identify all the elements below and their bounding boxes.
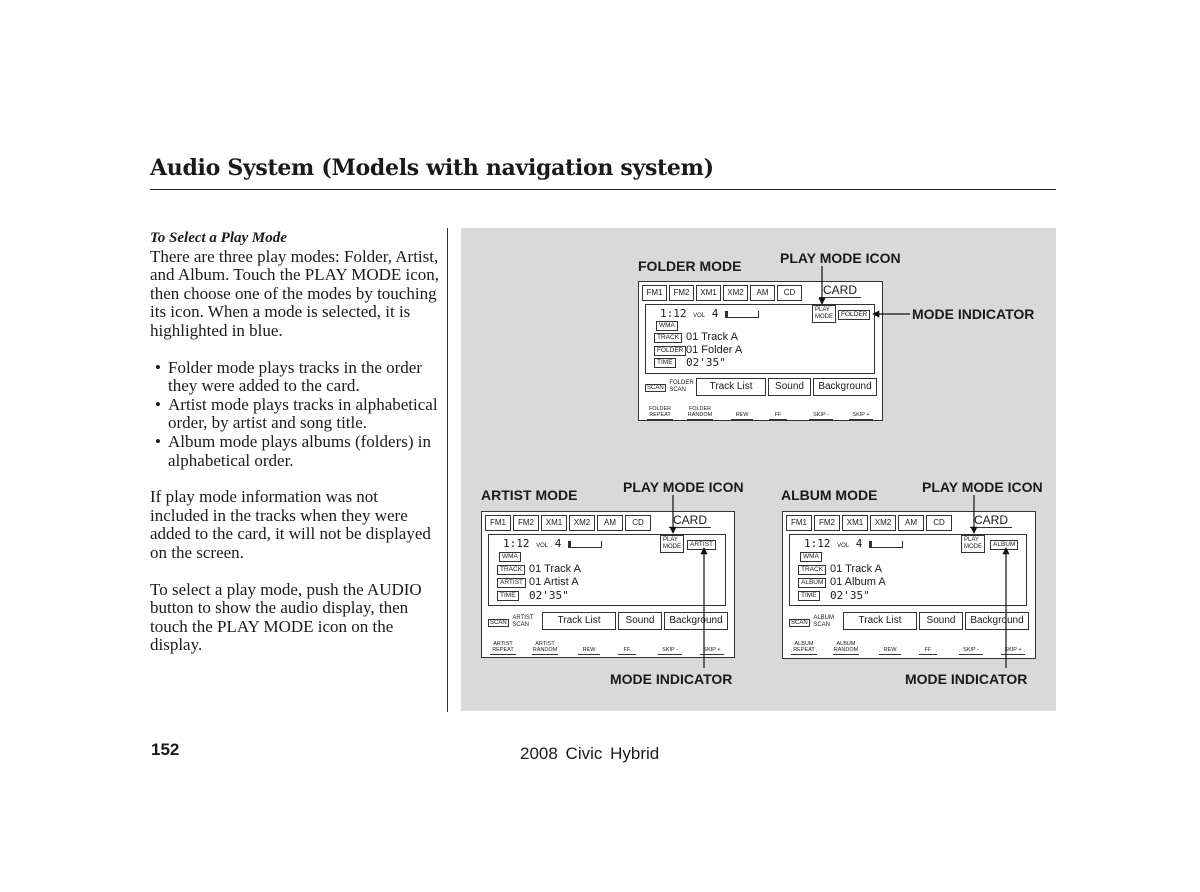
album-mode-callout: ALBUM MODE — [781, 487, 878, 503]
tab-xm1: XM1 — [541, 515, 567, 531]
list-item: • Folder mode plays tracks in the order they were added to the card. — [150, 359, 440, 396]
track-tag: TRACK — [798, 565, 826, 575]
skip-plus-button-label[interactable]: SKIP + — [1001, 647, 1025, 655]
sound-button[interactable]: Sound — [919, 612, 963, 630]
ff-button-label[interactable]: FF — [769, 412, 787, 420]
callout-arrows — [461, 228, 1056, 711]
instruction-paragraph: To select a play mode, push the AUDIO button to show the audio display, then touch the PLAY MODE icon on the display. — [150, 579, 422, 655]
tab-cd: CD — [926, 515, 952, 531]
random-button-label[interactable]: ALBUM RANDOM — [833, 641, 859, 653]
mode-indicator: ARTIST — [687, 540, 716, 550]
time-value: 02'35" — [686, 356, 726, 369]
repeat-button-label[interactable]: FOLDER REPEAT — [648, 406, 672, 418]
tab-fm1: FM1 — [485, 515, 511, 531]
tab-card: CARD — [819, 283, 861, 298]
tab-fm2: FM2 — [814, 515, 840, 531]
folder-mode-callout: FOLDER MODE — [638, 258, 742, 274]
mode-tag: ALBUM — [798, 578, 826, 588]
rew-button-label[interactable]: REW — [879, 647, 901, 655]
rew-button-label[interactable]: REW — [578, 647, 600, 655]
title-rule — [150, 189, 1056, 190]
play-mode-icon-callout: PLAY MODE ICON — [780, 250, 901, 266]
elapsed-time: 1:12 VOL 4 — [804, 537, 903, 550]
column-divider — [447, 228, 448, 712]
tab-cd: CD — [777, 285, 802, 301]
elapsed-time: 1:12 VOL 4 — [503, 537, 602, 550]
intro-paragraph: There are three play modes: Folder, Artist, and Album. Touch the PLAY MODE icon, then choose one of the modes by touching its icon. When a mode is selected, it is highlighted in blue. — [150, 246, 440, 340]
ff-button-label[interactable]: FF — [919, 647, 937, 655]
time-tag: TIME — [798, 591, 820, 601]
scan-control: SCAN ARTIST SCAN — [490, 615, 534, 628]
page-number: 152 — [151, 740, 180, 759]
time-value: 02'35" — [830, 589, 870, 602]
background-button[interactable]: Background — [965, 612, 1029, 630]
tab-fm1: FM1 — [642, 285, 667, 301]
mode-value: 01 Album A — [830, 576, 886, 588]
page-title: Audio System (Models with navigation system) — [150, 155, 714, 181]
tab-cd: CD — [625, 515, 651, 531]
info-paragraph: If play mode information was not included in the tracks when they were added to the card, it will not be displayed on the screen. — [150, 487, 431, 562]
play-mode-button[interactable]: PLAY MODE — [961, 535, 985, 553]
list-item: • Artist mode plays tracks in alphabetical order, by artist and song title. — [150, 396, 440, 433]
skip-plus-button-label[interactable]: SKIP + — [849, 412, 873, 420]
tab-xm2: XM2 — [723, 285, 748, 301]
mode-indicator-callout: MODE INDICATOR — [905, 671, 1028, 687]
repeat-button-label[interactable]: ARTIST REPEAT — [490, 641, 516, 655]
sound-button[interactable]: Sound — [618, 612, 662, 630]
track-list-button[interactable]: Track List — [843, 612, 917, 630]
tab-card: CARD — [669, 513, 711, 528]
track-value: 01 Track A — [529, 563, 581, 575]
rew-button-label[interactable]: REW — [731, 412, 753, 420]
tab-xm2: XM2 — [870, 515, 896, 531]
random-button-label[interactable]: ARTIST RANDOM — [532, 641, 558, 653]
scan-control: SCAN FOLDER SCAN — [647, 380, 694, 393]
mode-indicator-callout: MODE INDICATOR — [610, 671, 733, 687]
mode-value: 01 Artist A — [529, 576, 579, 588]
track-list-button[interactable]: Track List — [542, 612, 616, 630]
tab-card: CARD — [970, 513, 1012, 528]
tab-xm1: XM1 — [842, 515, 868, 531]
body-text-column — [150, 229, 440, 655]
artist-mode-callout: ARTIST MODE — [481, 487, 578, 503]
track-tag: TRACK — [497, 565, 525, 575]
play-mode-figure — [461, 228, 1056, 711]
ff-button-label[interactable]: FF — [618, 647, 636, 655]
tab-xm1: XM1 — [696, 285, 721, 301]
mode-indicator-callout: MODE INDICATOR — [912, 306, 1035, 322]
track-list-button[interactable]: Track List — [696, 378, 766, 396]
skip-plus-button-label[interactable]: SKIP + — [700, 647, 724, 655]
skip-minus-button-label[interactable]: SKIP - — [959, 647, 983, 655]
tab-fm1: FM1 — [786, 515, 812, 531]
play-mode-button[interactable]: PLAY MODE — [812, 305, 836, 323]
mode-indicator: FOLDER — [838, 310, 870, 320]
mode-value: 01 Folder A — [686, 344, 743, 356]
random-button-label[interactable]: FOLDER RANDOM — [687, 406, 713, 418]
play-mode-icon-callout: PLAY MODE ICON — [623, 479, 744, 495]
list-item: • Album mode plays albums (folders) in alphabetical order. — [150, 433, 440, 470]
tab-fm2: FM2 — [513, 515, 539, 531]
section-subhead: To Select a Play Mode — [150, 230, 287, 246]
wma-tag: WMA — [499, 552, 521, 562]
play-mode-icon-callout: PLAY MODE ICON — [922, 479, 1043, 495]
background-button[interactable]: Background — [664, 612, 728, 630]
mode-tag: FOLDER — [654, 346, 686, 356]
sound-button[interactable]: Sound — [768, 378, 811, 396]
wma-tag: WMA — [656, 321, 678, 331]
repeat-button-label[interactable]: ALBUM REPEAT — [791, 641, 817, 655]
background-button[interactable]: Background — [813, 378, 877, 396]
tab-am: AM — [597, 515, 623, 531]
mode-tag: ARTIST — [497, 578, 526, 588]
track-value: 01 Track A — [686, 331, 738, 343]
time-value: 02'35" — [529, 589, 569, 602]
time-tag: TIME — [497, 591, 519, 601]
wma-tag: WMA — [800, 552, 822, 562]
skip-minus-button-label[interactable]: SKIP - — [658, 647, 682, 655]
tab-am: AM — [750, 285, 775, 301]
tab-fm2: FM2 — [669, 285, 694, 301]
book-title: 2008 Civic Hybrid — [520, 744, 660, 763]
mode-indicator: ALBUM — [990, 540, 1018, 550]
tab-xm2: XM2 — [569, 515, 595, 531]
track-value: 01 Track A — [830, 563, 882, 575]
elapsed-time: 1:12 VOL 4 — [660, 307, 759, 320]
play-mode-list — [150, 359, 440, 471]
time-tag: TIME — [654, 358, 676, 368]
scan-control: SCAN ALBUM SCAN — [791, 615, 835, 628]
track-tag: TRACK — [654, 333, 682, 343]
play-mode-button[interactable]: PLAY MODE — [660, 535, 684, 553]
tab-am: AM — [898, 515, 924, 531]
skip-minus-button-label[interactable]: SKIP - — [809, 412, 833, 420]
